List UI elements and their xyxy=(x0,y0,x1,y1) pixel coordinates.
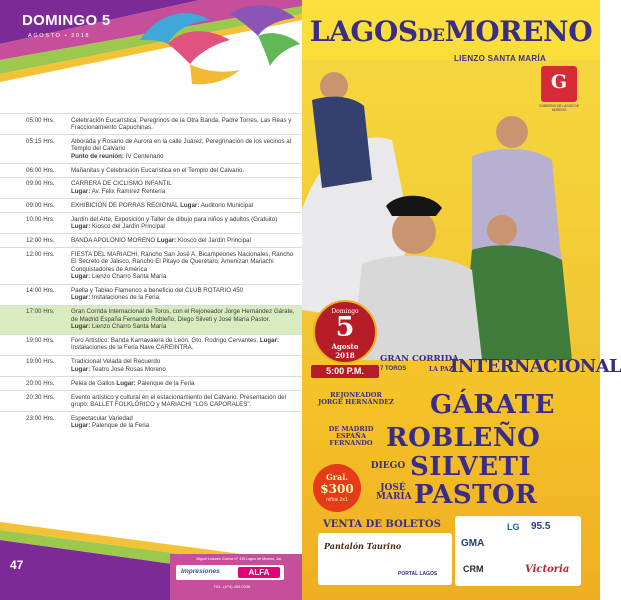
schedule-place: Teatro José Rosas Moreno xyxy=(90,365,166,373)
schedule-time: 23:00 Hrs. xyxy=(26,414,55,422)
sponsor-radio: 95.5 xyxy=(531,521,551,532)
schedule-list xyxy=(0,113,302,433)
title-lagos: LAGOS xyxy=(309,15,418,48)
day-heading: DOMINGO 5 xyxy=(22,12,111,29)
schedule-time: 20:00 Hrs. xyxy=(26,379,55,387)
schedule-description xyxy=(71,287,296,302)
schedule-place-label: Lugar: xyxy=(71,365,91,373)
schedule-text: Jardín del Arte, Exposición y Taller de dibujo para niños y adultos (Gratuito) xyxy=(71,215,278,223)
venue-label: LIENZO SANTA MARÍA xyxy=(454,54,547,63)
event-title-international: INTERNACIONAL xyxy=(450,356,621,377)
schedule-text: Pelea de Gallos xyxy=(71,379,115,387)
event-title-a: GRAN CORRIDA xyxy=(380,354,459,364)
schedule-place-label: Lugar: xyxy=(180,201,200,209)
performer-surname-3: SILVETI xyxy=(410,452,532,482)
title-de: DE xyxy=(417,26,445,46)
schedule-text: Evento artístico y cultural en el estacionamiento del Calvario. Presentación del grupo: BALLET FOLKLÓRICO y MARIACHI "LOS CAPORALES". xyxy=(71,393,286,408)
schedule-time: 05:15 Hrs. xyxy=(26,137,55,145)
performer-tag-4: JOSÉ MARÍA xyxy=(376,483,412,503)
schedule-text: Alborada y Rosario de Aurora en la calle Juárez, Peregrinación de los vecinos al Templo del Calvario xyxy=(71,137,292,153)
schedule-description xyxy=(71,180,296,195)
schedule-row xyxy=(0,411,302,432)
schedule-place: Palenque de la Feria xyxy=(90,422,150,430)
schedule-row xyxy=(0,134,302,163)
matador-3-head xyxy=(392,210,436,254)
matador-2-head xyxy=(487,215,517,245)
month-heading: AGOSTO • 2018 xyxy=(28,33,91,39)
sponsor-crm: CRM xyxy=(463,564,484,574)
price-note: niños 2x1 xyxy=(326,497,348,503)
schedule-description xyxy=(71,415,296,430)
schedule-time: 14:00 Hrs. xyxy=(26,287,55,294)
price-amount: $300 xyxy=(320,482,354,496)
date-day: Domingo xyxy=(331,308,359,315)
schedule-row xyxy=(0,376,302,390)
schedule-place-label: Lugar: xyxy=(71,187,91,195)
schedule-place-label: Punto de reunión: xyxy=(71,152,124,160)
schedule-place: Kiosco del Jardín Principal xyxy=(176,236,251,244)
sponsor-portal-lagos: PORTAL LAGOS xyxy=(398,571,438,577)
schedule-text: EXHIBICIÓN DE PORRAS REGIONAL xyxy=(71,201,179,209)
date-year: 2018 xyxy=(335,351,355,360)
schedule-time: 19:00 Hrs. xyxy=(26,337,55,345)
schedule-row xyxy=(0,212,302,233)
title-moreno: MORENO xyxy=(444,15,593,48)
schedule-text: Paella y Tablao Flamenco a beneficio del CLUB ROTARIO 450 xyxy=(71,287,244,294)
schedule-row xyxy=(0,233,302,247)
schedule-time: 06:00 Hrs. xyxy=(26,166,55,174)
schedule-time: 19:00 Hrs. xyxy=(26,358,55,366)
government-logo xyxy=(541,66,577,102)
schedule-place-label: Lugar: xyxy=(71,223,91,231)
date-month: Agosto xyxy=(331,342,359,351)
schedule-description xyxy=(71,167,296,174)
event-bulls: 7 TOROS xyxy=(380,366,407,372)
schedule-description xyxy=(71,337,296,352)
sponsor-box-left xyxy=(318,533,452,585)
schedule-description xyxy=(71,202,296,209)
schedule-place-label: Lugar: xyxy=(156,236,177,244)
schedule-place: Instalaciones de la Feria. xyxy=(90,294,161,302)
printer-logo-box xyxy=(176,565,284,580)
tickets-heading: VENTA DE BOLETOS xyxy=(323,519,441,530)
schedule-place: Av. Felix Ramírez Rentería xyxy=(90,187,166,195)
schedule-description xyxy=(71,216,296,231)
schedule-row xyxy=(0,163,302,177)
performer-surname-2: ROBLEÑO xyxy=(386,423,541,453)
government-logo-caption: GOBIERNO DE LAGOS DE MORENO xyxy=(539,104,579,112)
printer-address: Miguel Leandro Guerra N° 339 Lagos de Moreno, Jal. xyxy=(196,557,282,561)
printer-logo: Impresiones xyxy=(181,568,220,575)
schedule-place: Auditorio Municipal xyxy=(199,201,254,209)
performer-tag-2: DE MADRID ESPAÑA FERNANDO xyxy=(328,425,374,447)
page-number: 47 xyxy=(10,558,24,572)
schedule-row xyxy=(0,198,302,212)
schedule-text: Mañanitas y Celebración Eucarística en el Templo del Calvario. xyxy=(71,166,245,174)
schedule-time: 09:00 Hrs. xyxy=(26,201,55,209)
rider-jacket xyxy=(312,97,372,188)
poster-title xyxy=(302,15,600,48)
printer-phone: TEL. (474) 455 0336 xyxy=(213,584,251,589)
schedule-place-label: Lugar: xyxy=(71,422,91,430)
schedule-time: 12:00 Hrs. xyxy=(26,250,55,258)
schedule-place: IV Centenario xyxy=(123,152,164,160)
price-label: Gral. xyxy=(325,472,349,482)
swallows-illustration xyxy=(120,0,302,92)
schedule-time: 17:00 Hrs. xyxy=(26,308,55,316)
schedule-row xyxy=(0,355,302,376)
date-badge xyxy=(313,300,377,364)
rider-head xyxy=(320,72,348,100)
schedule-description xyxy=(71,251,296,281)
schedule-place: Kiosco del Jardín Principal xyxy=(90,223,165,231)
bird-body-green xyxy=(258,33,300,66)
schedule-place-label: Lugar: xyxy=(71,323,91,331)
price-badge xyxy=(313,464,361,512)
bird-tail-yellow xyxy=(190,64,240,84)
schedule-place: Lienzo Charro Santa María xyxy=(90,273,167,281)
schedule-text: Espectacular Variedad xyxy=(71,414,133,422)
schedule-description xyxy=(71,117,296,132)
date-number: 5 xyxy=(335,312,355,343)
schedule-place-label: Lugar: xyxy=(71,294,91,302)
schedule-text: Celebración Eucarística. Peregrinos de la Otra Banda, Padre Torres, Las Reas y Fraccionamiento Capuchinas. xyxy=(71,116,292,131)
performer-tag-1: REJONEADOR JORGE HERNÁNDEZ xyxy=(318,391,394,406)
sponsor-box-right xyxy=(455,516,581,586)
schedule-description xyxy=(71,237,296,244)
schedule-row xyxy=(0,305,302,334)
bird-wing-purple xyxy=(230,5,295,36)
bird-body-pink xyxy=(168,31,230,64)
sponsor-lg: LG xyxy=(507,522,520,532)
schedule-description xyxy=(71,394,296,409)
schedule-text: Gran Corrida Internacional de Toros, con el Rejoneador Jorge Hernández Gárate, de Madrid España Fernando Robleño, Diego Silveti y José María Pastor. xyxy=(71,308,295,323)
schedule-row xyxy=(0,284,302,305)
schedule-description xyxy=(71,138,296,160)
schedule-place: Instalaciones de la Feria Nave CAREINTRA. xyxy=(71,344,194,352)
matador-1-head xyxy=(496,116,528,148)
schedule-text: BANDA APOLONIO MORENO xyxy=(71,236,156,244)
schedule-text: Foro Artístico: Banda Karnavalera de León, Gto. Rodrigo Cervantes. xyxy=(71,337,259,345)
schedule-row xyxy=(0,113,302,134)
schedule-place: Palenque de la Feria xyxy=(135,379,195,387)
sponsor-gma: GMA xyxy=(461,538,485,549)
schedule-time: 09:00 Hrs. xyxy=(26,180,55,188)
schedule-place-label: Lugar: xyxy=(259,337,280,345)
performer-surname-1: GÁRATE xyxy=(430,390,555,420)
performer-tag-3: DIEGO xyxy=(370,461,406,471)
schedule-place: Lienzo Charro Santa María xyxy=(90,323,167,331)
schedule-description xyxy=(71,358,296,373)
schedule-time: 10:00 Hrs. xyxy=(26,215,55,223)
schedule-text: Tradicional Velada del Recuerdo xyxy=(71,358,161,366)
schedule-description xyxy=(71,308,296,330)
schedule-place-label: Lugar: xyxy=(116,379,136,387)
schedule-row xyxy=(0,334,302,355)
printer-brand-logo: ALFA xyxy=(238,567,280,578)
schedule-row xyxy=(0,390,302,411)
time-badge: 5:00 P.M. xyxy=(311,365,379,378)
schedule-time: 20:30 Hrs. xyxy=(26,393,55,401)
sponsor-victoria: Victoria xyxy=(525,564,570,575)
program-page xyxy=(0,0,302,600)
schedule-text: FIESTA DEL MARIACHI, Rancho San José A. Bicampeones Nacionales, Rancho El Secreto de Jalisco, Rancho El Pitayo de Querétaro, Amenizan Mariachi Conquistadores de América xyxy=(71,250,294,273)
schedule-description xyxy=(71,380,296,387)
schedule-row xyxy=(0,177,302,198)
schedule-text: CARRERA DE CICLISMO INFANTIL xyxy=(71,180,172,188)
schedule-place-label: Lugar: xyxy=(71,273,91,281)
schedule-time: 05:00 Hrs. xyxy=(26,116,55,124)
schedule-row xyxy=(0,247,302,283)
government-logo-letter: G xyxy=(550,71,568,93)
performer-surname-4: PASTOR xyxy=(414,480,538,510)
event-ranch: LA PAZ xyxy=(429,366,454,373)
sponsor-pantalon-taurino: Pantalón Taurino xyxy=(324,541,402,551)
schedule-time: 12:00 Hrs. xyxy=(26,236,55,244)
